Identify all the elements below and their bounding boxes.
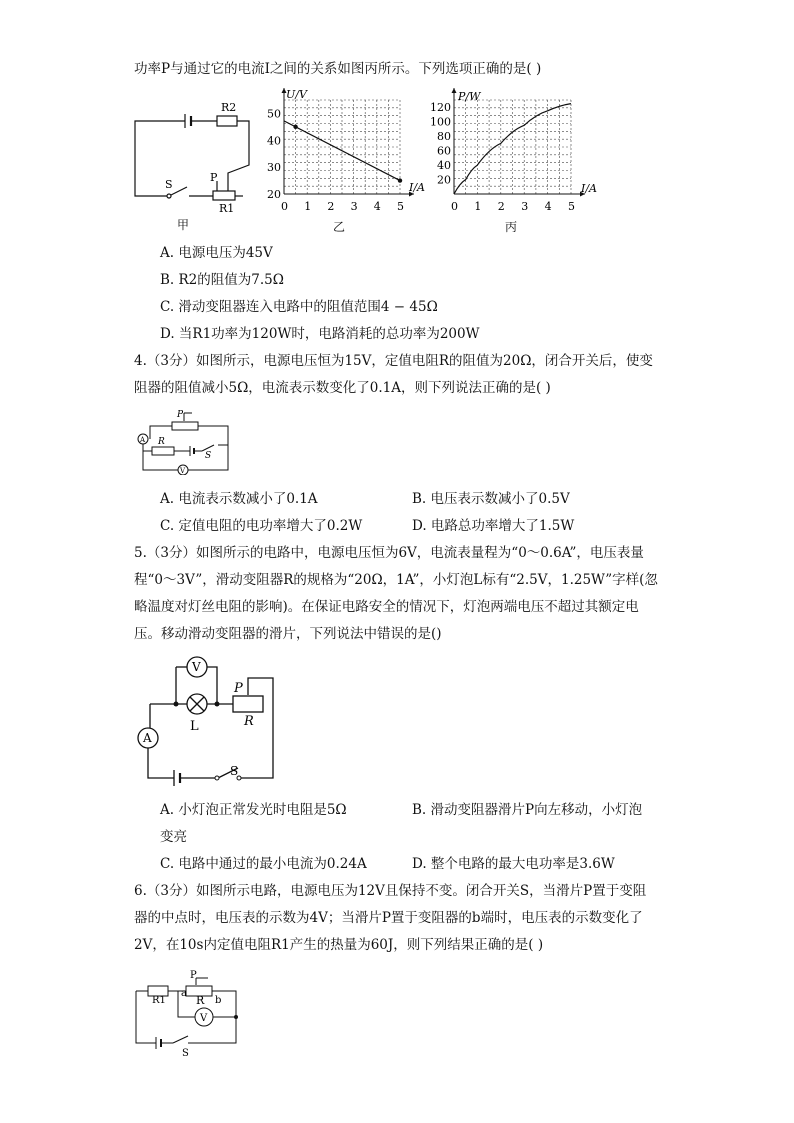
q4-option-c: C. 定值电阻的电功率增大了0.2W [160, 518, 363, 534]
yi-x-tick-label: 3 [350, 200, 358, 213]
circuit-diagram-jia [125, 95, 255, 220]
yi-data-point [398, 178, 402, 182]
circuit-label-p: P [210, 171, 218, 184]
q3-option-a: A. 电源电压为45V [160, 245, 273, 261]
yi-x-tick-label: 1 [304, 200, 312, 213]
q5-option-c: C. 电路中通过的最小电流为0.24A [160, 856, 367, 872]
q3-option-b: B. R2的阻值为7.5Ω [160, 272, 284, 288]
circuit-label-s: S [165, 178, 173, 191]
yi-y-tick-label: 20 [267, 188, 281, 201]
circuit-diagram-q6 [128, 966, 248, 1058]
q5-option-b: B. 滑动变阻器滑片P向左移动，小灯泡 [412, 802, 643, 818]
circuit-diagram-q4 [132, 405, 242, 475]
q6-stem-line-3: 2V，在10s内定值电阻R1产生的热量为60J，则下列结果正确的是( ) [134, 937, 544, 953]
q6-label-p: P [190, 970, 197, 981]
question-3-stem-end: 功率P与通过它的电流I之间的关系如图丙所示。下列选项正确的是( ) [134, 61, 542, 77]
q5-option-a: A. 小灯泡正常发光时电阻是5Ω [160, 802, 347, 818]
bing-y-arrow [452, 88, 457, 93]
q6-label-r1: R1 [152, 995, 166, 1006]
chart-yi-plot [284, 121, 402, 183]
q4-label-s: S [205, 451, 212, 461]
bing-x-tick-label: 4 [544, 200, 552, 213]
yi-y-tick-label: 40 [267, 134, 281, 148]
bing-y-tick-label: 120 [430, 101, 451, 115]
circuit-label-r1: R1 [219, 202, 235, 215]
bing-x-tick-label: 2 [497, 200, 505, 213]
q5-label-v: V [192, 660, 201, 674]
chart-yi [262, 86, 432, 222]
caption-yi: 乙 [333, 220, 346, 234]
q3-option-d: D. 当R1功率为120W时，电路消耗的总功率为200W [160, 326, 480, 342]
bing-y-tick-label: 60 [437, 144, 451, 158]
bing-x-tick-label: 0 [451, 200, 458, 213]
caption-bing: 丙 [505, 220, 518, 234]
yi-y-tick-label: 50 [267, 107, 281, 121]
q6-label-s: S [182, 1048, 189, 1058]
chart-bing-ylabel: P/W [458, 90, 481, 103]
q5-stem-line-4: 压。移动滑动变阻器的滑片，下列说法中错误的是() [134, 626, 442, 642]
caption-jia: 甲 [177, 218, 190, 232]
q6-stem-line-2: 器的中点时，电压表的示数为4V；当滑片P置于变阻器的b端时，电压表的示数变化了 [134, 910, 643, 926]
yi-y-tick-label: 30 [267, 161, 281, 175]
q4-stem-line-2: 阻器的阻值减小5Ω，电流表示数变化了0.1A，则下列说法正确的是( ) [134, 380, 551, 396]
q6-label-b: b [215, 995, 222, 1006]
chart-yi-xlabel: I/A [409, 181, 425, 194]
q6-label-a: a [181, 988, 187, 999]
q4-label-r: R [158, 437, 165, 447]
chart-bing-xlabel: I/A [581, 182, 597, 195]
q5-label-l: L [190, 719, 199, 734]
q4-option-b: B. 电压表示数减小了0.5V [412, 491, 570, 507]
circuit-label-r2: R2 [221, 101, 237, 114]
q5-stem-line-3: 略温度对灯丝电阻的影响)。在保证电路安全的情况下，灯泡两端电压不超过其额定电 [134, 599, 639, 615]
q5-option-d: D. 整个电路的最大电功率是3.6W [412, 856, 615, 872]
yi-x-tick-label: 5 [397, 200, 404, 213]
bing-x-tick-label: 3 [521, 200, 529, 213]
q6-label-v: V [200, 1013, 208, 1024]
q5-label-a: A [143, 731, 152, 745]
q5-stem-line-1: 5.（3分）如图所示的电路中，电源电压恒为6V，电流表量程为“0～0.6A”，电压表量 [134, 545, 644, 561]
bing-x-tick-label: 1 [474, 200, 482, 213]
bing-y-tick-label: 40 [437, 159, 451, 173]
q5-stem-line-2: 程“0～3V”，滑动变阻器R的规格为“20Ω，1A”，小灯泡L标有“2.5V，1.25W”字样(忽 [134, 572, 658, 588]
q6-label-r: R [196, 994, 205, 1007]
q5-label-p: P [234, 681, 243, 696]
bing-y-tick-label: 80 [437, 130, 451, 144]
q5-label-s: S [230, 764, 239, 778]
circuit-diagram-q5 [130, 650, 290, 790]
bing-y-tick-label: 100 [430, 115, 451, 129]
chart-yi-grid [282, 88, 415, 197]
q5-option-b-continued: 变亮 [160, 829, 187, 845]
q4-option-a: A. 电流表示数减小了0.1A [160, 491, 318, 507]
q6-stem-line-1: 6.（3分）如图所示电路，电源电压为12V且保持不变。闭合开关S，当滑片P置于变阻 [134, 883, 647, 899]
bing-x-tick-label: 5 [568, 200, 575, 213]
bing-y-tick-label: 20 [437, 173, 451, 187]
q5-label-r: R [244, 714, 254, 729]
chart-bing-ticks [430, 101, 575, 213]
yi-x-tick-label: 2 [327, 200, 335, 213]
q4-option-d: D. 电路总功率增大了1.5W [412, 518, 575, 534]
q4-label-p: P [177, 410, 184, 420]
q4-label-a: A [140, 436, 146, 444]
yi-x-tick-label: 0 [281, 200, 288, 213]
yi-data-point [293, 125, 297, 129]
chart-yi-ylabel: U/V [286, 88, 307, 101]
chart-bing [430, 86, 610, 222]
yi-x-tick-label: 4 [373, 200, 381, 213]
q4-stem-line-1: 4.（3分）如图所示，电源电压恒为15V，定值电阻R的阻值为20Ω，闭合开关后，使变 [134, 353, 653, 369]
q3-option-c: C. 滑动变阻器连入电路中的阻值范围4 − 45Ω [160, 299, 438, 315]
q4-label-v: V [180, 467, 186, 475]
